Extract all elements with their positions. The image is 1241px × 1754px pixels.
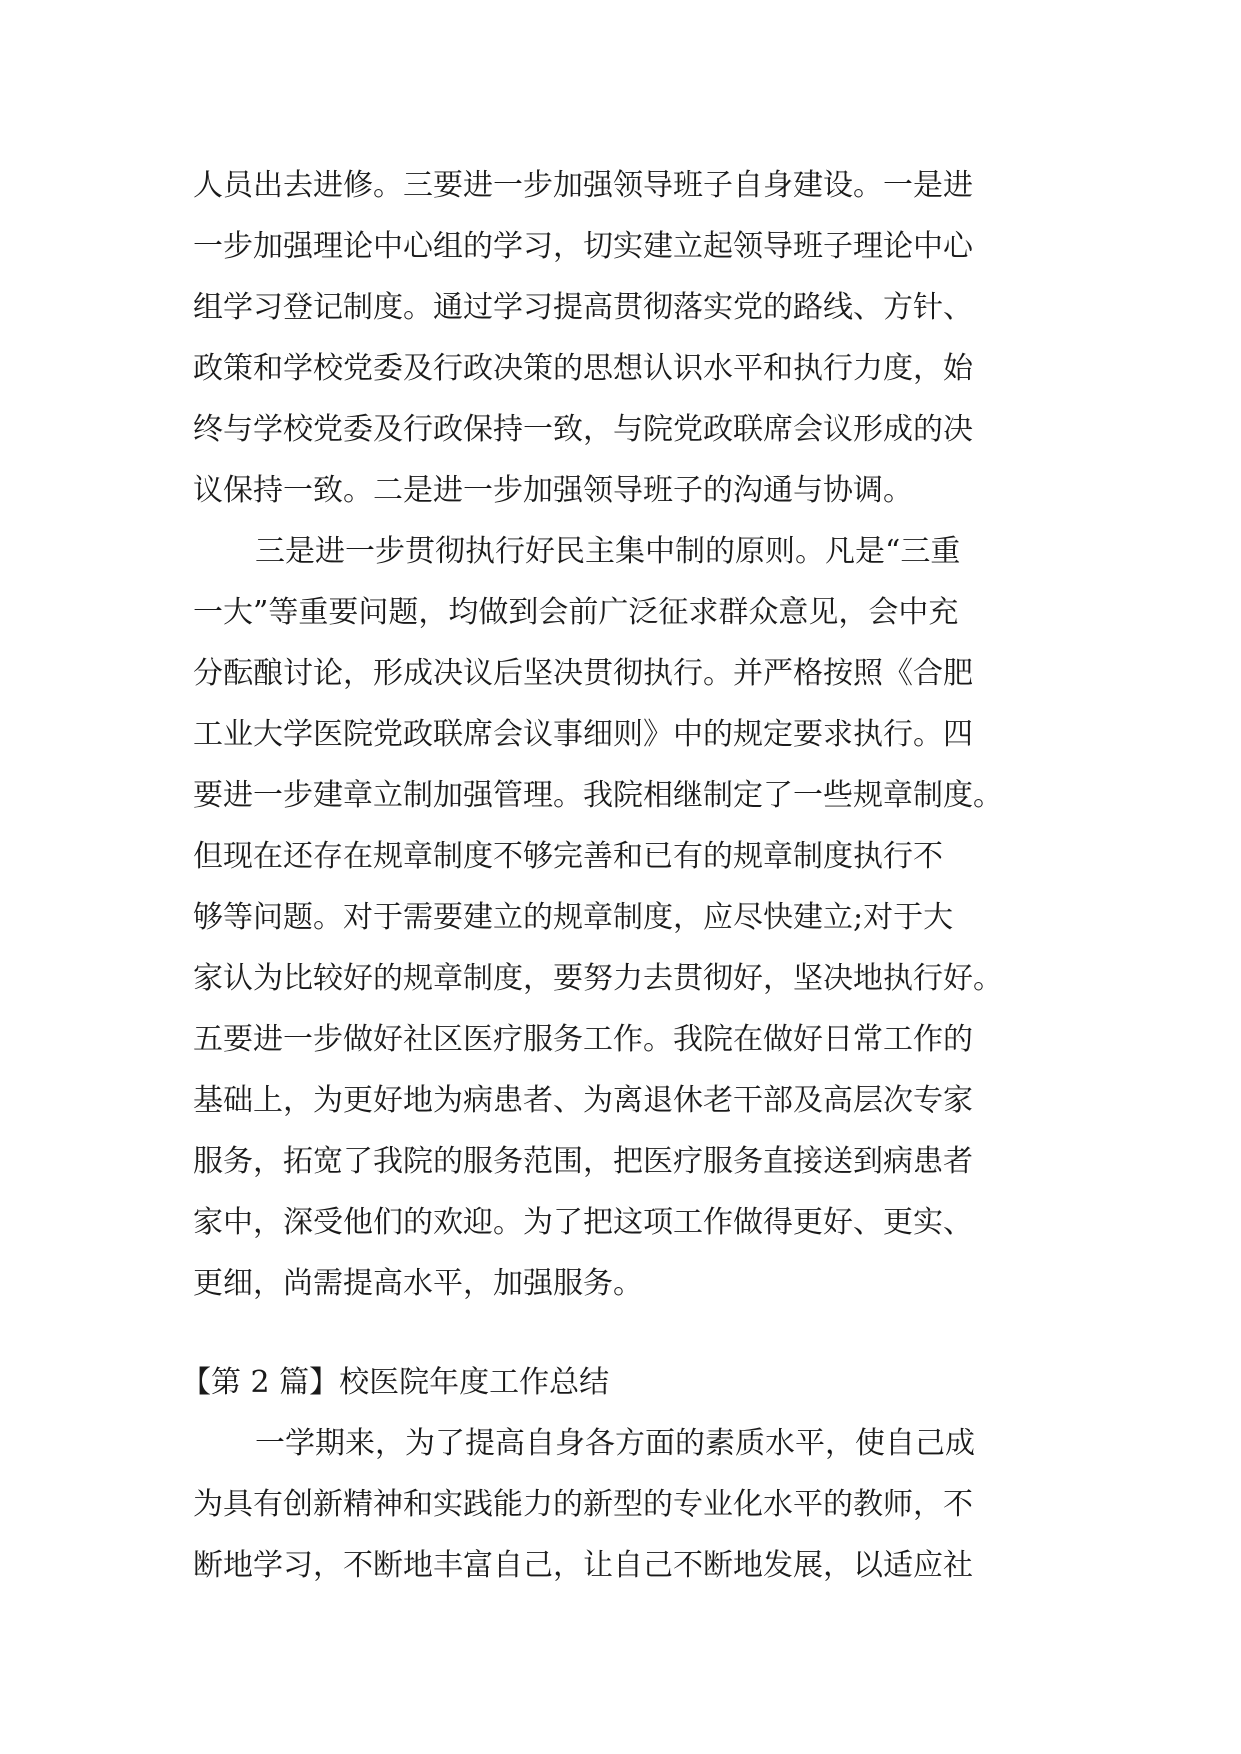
paragraph-line: 基础上，为更好地为病患者、为离退休老干部及高层次专家 xyxy=(193,1083,973,1118)
paragraph-line: 议保持一致。二是进一步加强领导班子的沟通与协调。 xyxy=(193,473,913,508)
paragraph-line: 要进一步建章立制加强管理。我院相继制定了一些规章制度。 xyxy=(193,778,1003,813)
section-heading: 【第 2 篇】校医院年度工作总结 xyxy=(181,1365,610,1400)
paragraph-line: 分酝酿讨论，形成决议后坚决贯彻执行。并严格按照《合肥 xyxy=(193,656,973,691)
paragraph-line: 断地学习，不断地丰富自己，让自己不断地发展，以适应社 xyxy=(193,1548,973,1583)
paragraph-line: 一大”等重要问题，均做到会前广泛征求群众意见，会中充 xyxy=(193,595,959,630)
paragraph-line: 为具有创新精神和实践能力的新型的专业化水平的教师，不 xyxy=(193,1487,973,1522)
paragraph-line: 一学期来，为了提高自身各方面的素质水平，使自己成 xyxy=(255,1426,975,1461)
paragraph-line: 工业大学医院党政联席会议事细则》中的规定要求执行。四 xyxy=(193,717,973,752)
paragraph-line: 服务，拓宽了我院的服务范围，把医疗服务直接送到病患者 xyxy=(193,1144,973,1179)
paragraph-line: 五要进一步做好社区医疗服务工作。我院在做好日常工作的 xyxy=(193,1022,973,1057)
paragraph-line: 终与学校党委及行政保持一致，与院党政联席会议形成的决 xyxy=(193,412,973,447)
paragraph-line: 更细，尚需提高水平，加强服务。 xyxy=(193,1266,643,1301)
paragraph-line: 组学习登记制度。通过学习提高贯彻落实党的路线、方针、 xyxy=(193,290,973,325)
paragraph-line: 但现在还存在规章制度不够完善和已有的规章制度执行不 xyxy=(193,839,943,874)
paragraph-line: 够等问题。对于需要建立的规章制度，应尽快建立;对于大 xyxy=(193,900,954,935)
paragraph-line: 一步加强理论中心组的学习，切实建立起领导班子理论中心 xyxy=(193,229,973,264)
paragraph-line: 家认为比较好的规章制度，要努力去贯彻好，坚决地执行好。 xyxy=(193,961,1003,996)
paragraph-line: 家中，深受他们的欢迎。为了把这项工作做得更好、更实、 xyxy=(193,1205,973,1240)
paragraph-line: 人员出去进修。三要进一步加强领导班子自身建设。一是进 xyxy=(193,168,973,203)
paragraph-line: 三是进一步贯彻执行好民主集中制的原则。凡是“三重 xyxy=(255,534,961,569)
paragraph-line: 政策和学校党委及行政决策的思想认识水平和执行力度，始 xyxy=(193,351,973,386)
